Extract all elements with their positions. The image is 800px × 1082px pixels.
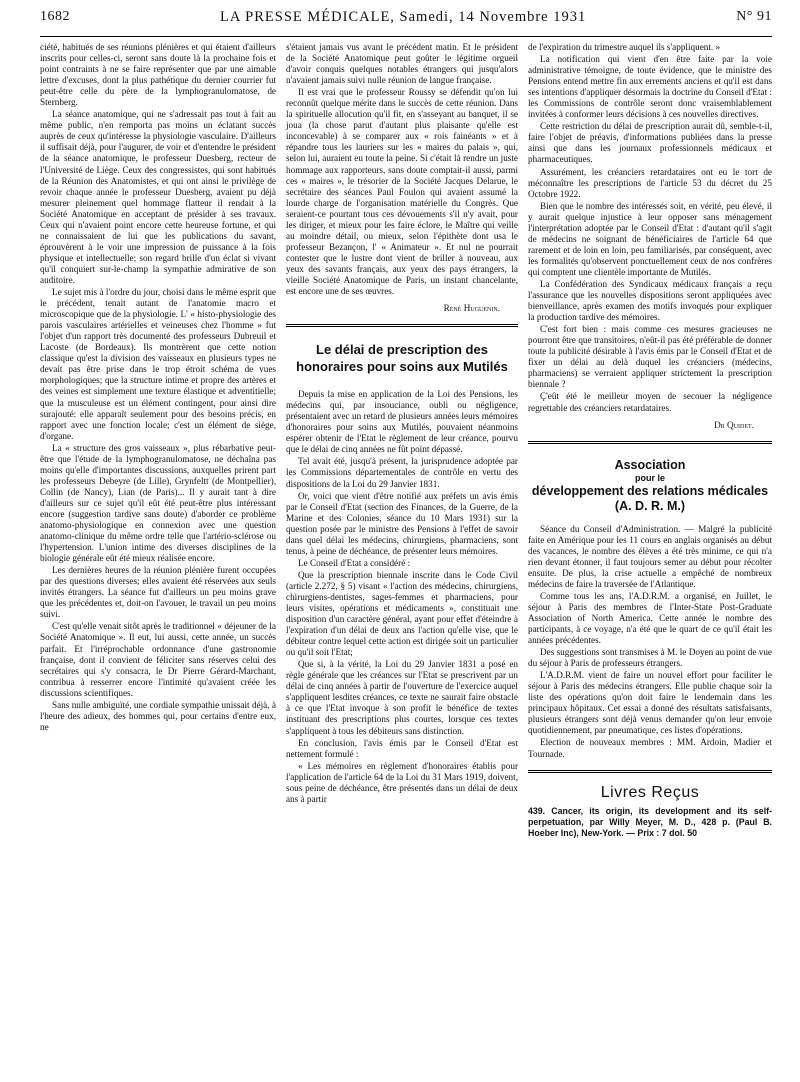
- paragraph: Il est vrai que le professeur Roussy se défendit qu'on lui reconnût quelque mérite dans le succès de cette réunion. Dans la spirituelle allocution qu'il fit, en s'asseyant au banquet, il se joua (la chose parut d'autant plus plaisante qu'elle est inconcevable) à se comparer aux « rois fainéants » et à répandre tous les lauriers sur les « maires du palais », qui, selon lui, auraient eu toute la peine. Si c'était là rendre un juste hommage aux rapporteurs, sans doute comptait-il aussi, parmi ces « maires », le trésorier de la Société Jacques Delarue, le secrétaire des séances Paul Foulon qui avaient assumé la lourde charge de l'organisation matérielle du Congrès. Que seraient-ce pourtant tous ces dévouements s'il n'y avait, pour les diriger, et mieux pour les faire éclore, le Maître qui veille au moindre détail, ou mieux, selon l'épithète dont usa le professeur Bezançon, l' « Animateur ». Et nul ne pourrait contester que le lustre dont vient de briller à nouveau, aux yeux des savants français, aux yeux des pays étrangers, la vieille Société Anatomique de Paris, un instant chancelante, est encore une de ses œuvres.: [286, 87, 518, 297]
- paragraph: Or, voici que vient d'être notifié aux préfets un avis émis par le Conseil d'Etat (section des Finances, de la Guerre, de la Marine et des Colonies, séance du 10 Mars 1931) sur la question posée par le ministre des Pensions à l'effet de savoir dans quel délai les médecins, chirurgiens, pharmaciens, sont tenus, à peine de déchéance, de présenter leurs mémoires.: [286, 490, 518, 556]
- journal-title: LA PRESSE MÉDICALE, Samedi, 14 Novembre 1931: [220, 8, 587, 25]
- paragraph: Le Conseil d'Etat a considéré :: [298, 557, 411, 568]
- paragraph: Ç'eût été le meilleur moyen de secouer la négligence regrettable des créanciers retardataires.: [528, 391, 772, 413]
- page-header: [40, 4, 772, 30]
- paragraph: Sans nulle ambiguïté, une cordiale sympathie unissait déjà, à l'heure des adieux, des hommes qui, pour certains d'entre eux, ne: [40, 699, 276, 732]
- paragraph: Depuis la mise en application de la Loi des Pensions, les médecins qui, par insouciance, oubli ou négligence, présentaient avec un retard de plusieurs années leurs mémoires d'honoraires pour soins aux Mutilés, pouvaient néanmoins espérer obtenir de l'Etat le règlement de leur créance, pourvu que le délai de cinq années ne fût point dépassé.: [286, 389, 518, 455]
- paragraph: Election de nouveaux membres : MM. Ardoin, Madier et Tournade.: [528, 737, 772, 759]
- paragraph: En conclusion, l'avis émis par le Conseil d'Etat est nettement formulé :: [286, 737, 518, 759]
- paragraph: L'A.D.R.M. vient de faire un nouvel effort pour faciliter le séjour à Paris des médecins étrangers. Elle publie chaque soir la liste des opérations qu'on doit faire le lendemain dans les principaux hôpitaux. Cet essai a donné des résultats satisfaisants, plusieurs étrangers sont déjà venus demander qu'on leur envoie quotidiennement, par pneumatique, ces listes d'opérations.: [528, 670, 772, 736]
- author-signature: René Huguenin.: [443, 303, 500, 314]
- paragraph: La notification qui vient d'en être faite par la voie administrative témoigne, de toute évidence, que le ministre des Pensions entend mettre fin aux errements anciens et qu'il est dans ses intentions d'appliquer désormais la doctrine du Conseil d'Etat : les Commissions de contrôle seront donc vraisemblablement invitées à conformer leurs décisions à ces nouvelles directives.: [528, 54, 772, 120]
- paragraph: La Confédération des Syndicaux médicaux français a reçu l'assurance que les nouvelles dispositions seront appliquées avec bienveillance, après examen des motifs invoqués pour expliquer la production tardive des mémoires.: [528, 278, 772, 323]
- paragraph: ciété, habitués de ses réunions plénières et qui étaient d'ailleurs inscrits pour celles-ci, seront sans doute là la prochaine fois et point contraints à ne se faire représenter que par une aimable lettre d'excuses, dont la plus pathétique du dernier courrier fut peut-être celle du père de la lymphogranulomatose, de Sternberg.: [40, 42, 276, 108]
- paragraph: Que la prescription biennale inscrite dans le Code Civil (article 2.272, § 5) visant « l'action des médecins, chirurgiens, chirurgiens-dentistes, sages-femmes et pharmaciens, pour leurs visites, opérations et médicaments », constituait une disposition d'un caractère général, ayant pour effet d'éteindre à l'expiration d'un délai de deux ans l'action qu'elle vise, que le débiteur contre lequel cette action est dirigée soit un particulier ou qu'il soit l'Etat;: [286, 569, 518, 658]
- article-title: Le délai de prescription des honoraires pour soins aux Mutilés: [296, 342, 508, 375]
- header-rule: [40, 36, 772, 37]
- column-2: [286, 42, 518, 805]
- page-number: 1682: [40, 9, 70, 24]
- association-title-line2: développement des relations médicales: [531, 483, 769, 498]
- section-divider: [286, 324, 518, 327]
- paragraph: Bien que le nombre des intéressés soit, en vérité, peu élevé, il y aurait quelque injustice à leur opposer sans ménagement l'interprétation adoptée par le Conseil d'Etat : d'autant qu'il s'agit de médecins ne soignant de bénéficiaires de l'article 64 que rarement et de loin en loin, peu familiarisés, par conséquent, avec les formalités qu'observent ponctuellement ceux de nos confrères qui comptent une clientèle importante de Mutilés.: [528, 200, 772, 277]
- paragraph: Les dernières heures de la réunion plénière furent occupées par des questions diverses; elles avaient été réservées aux seuls invités étrangers. La séance fut d'ailleurs un peu moins grave que les précédentes et, doit-on l'avouer, le travail un peu moins suivi.: [40, 565, 276, 620]
- paragraph: La « structure des gros vaisseaux », plus rébarbative peut-être que l'étude de la lymphogranulomatose, ne déchaîna pas moins qu'elle d'importantes discussions, auxquelles prirent part les professeurs Debeyre (de Lille), Grynfeltt (de Montpellier), Collin (de Nancy), Lian (de Paris)... Il y aurait tant à dire d'ailleurs sur ce sujet qu'il eût été peut-être plus intéressant encore (suggestion tardive sans doute) d'aborder ce problème anatomo-physiologique en connexion avec une question anatomo-clinique du même ordre telle que l'artério-sclérose ou l'hypertension. L'union intime des diverses disciplines de la biologie générale eût été mieux réalisée encore.: [40, 442, 276, 564]
- paragraph: La séance anatomique, qui ne s'adressait pas tout à fait au même public, n'en remporta pas moins un éclatant succès auprès de ceux qu'intéresse la physiologie vasculaire. D'ailleurs il suffisait déjà, pour l'augurer, de voir et d'entendre le président de la séance anatomique, le professeur Duesberg, recteur de l'Université de Liège. Ceux des congressistes, qui sont habitués de la Réunion des Anatomistes, et qui ont ainsi le privilège de revoir chaque année le professeur Duesberg, avaient pu déjà mesurer pleinement quel hommage flatteur il rendait à la Société Anatomique en acceptant de présider à ses travaux. Ceux qui n'avaient point encore cette heureuse fortune, et qui ne connaissaient de lui que les publications du savant, éprouvèrent à le voir une impression de puissance à la fois physique et intellectuelle; son regard brille d'un éclat si vivant qu'il conquiert sur-le-champ la sympathie admirative de son auditoire.: [40, 109, 276, 285]
- books-received-title: Livres Reçus: [600, 783, 700, 801]
- paragraph: Cette restriction du délai de prescription aurait dû, semble-t-il, faire l'objet de préavis, d'informations publiées dans la presse ainsi que dans les journaux professionnels médicaux et pharmaceutiques.: [528, 121, 772, 165]
- association-title-line3: (A. D. R. M.): [614, 498, 686, 513]
- paragraph: C'est qu'elle venait sitôt après le traditionnel « déjeuner de la Société Anatomique ». Il eut, lui aussi, cette année, un succès parfait. Et l'irréprochable ordonnance d'une gastronomie française, dont il convient de féliciter sans réserves celui des secrétaires qui s'y consacra, le Dr Pierre Gérard-Marchant, contribua à resserrer encore l'intimité qu'avaient créée les discussions scientifiques.: [40, 621, 276, 698]
- association-title-line1: Association: [614, 457, 686, 472]
- association-title-small: pour le: [634, 472, 665, 483]
- paragraph: Le sujet mis à l'ordre du jour, choisi dans le même esprit que le précédent, tenait autant de l'anatomie macro et microscopique que de la physiologie. L' « histo-physiologie des parois vasculaires artérielles et veineuses chez l'homme » fut l'objet d'un rapport très documenté des professeurs Dubreuil et Lacoste (de Bordeaux). Ils montrèrent que cette notion classique qu'est la division des vaisseaux en plusieurs types ne devait pas être prise dans le trop étroit schéma de vues morphologiques; que la structure intime et propre des artères et des veines est simplement une texture élastique et adventitielle; que la musculeuse est un élément contingent, pour ainsi dire surajouté: elle apparaît seulement pour des besoins précis, en rapport avec une fonction locale; c'est un élément de siège, d'organe.: [40, 287, 276, 441]
- paragraph: Que si, à la vérité, la Loi du 29 Janvier 1831 a posé en règle générale que les créances sur l'Etat se prescrivent par un délai de cinq années à partir de l'ouverture de l'exercice auquel s'appliquent lesdites créances, ce texte ne saurait faire obstacle à ce que l'Etat invoque à son profit le bénéfice de textes instituant des prescriptions plus courtes, lorsque ces textes s'appliquent à tous les débiteurs sans distinction.: [286, 659, 518, 736]
- paragraph: Tel avait été, jusqu'à présent, la jurisprudence adoptée par les Commissions départementales de contrôle en vertu des dispositions de la Loi du 29 Janvier 1831.: [286, 456, 518, 489]
- issue-number: N° 91: [736, 9, 772, 24]
- paragraph: Comme tous les ans, l'A.D.R.M. a organisé, en Juillet, le séjour à Paris des membres de l'Inter-State Post-Graduate Association of North America. Cette année le nombre des participants, à ce voyage, n'a été que le quart de ce qu'il était les années précédentes.: [528, 590, 772, 646]
- paragraph: Assurément, les créanciers retardataires ont eu le tort de méconnaître les prescriptions de l'article 53 du décret du 25 Octobre 1922.: [528, 166, 772, 199]
- column-1: [40, 42, 276, 733]
- column-3: [528, 42, 772, 839]
- paragraph: Des suggestions sont transmises à M. le Doyen au point de vue du séjour à Paris de professeurs étrangers.: [528, 647, 772, 669]
- section-divider: [528, 441, 772, 444]
- association-title: [528, 458, 772, 514]
- paragraph: C'est fort bien : mais comme ces mesures gracieuses ne pourront être que transitoires, n'eût-il pas été préférable de donner toute la publicité désirable à l'avis émis par le Conseil d'Etat et de fixer un délai au delà duquel les créanciers (médecins, pharmaciens) se verraient appliquer strictement la prescription biennale ?: [528, 324, 772, 390]
- paragraph: « Les mémoires en règlement d'honoraires établis pour l'application de l'article 64 de la Loi du 31 Mars 1919, doivent, sous peine de déchéance, être présentés dans un délai de deux ans à partir: [286, 760, 518, 804]
- book-entry: 439. Cancer, its origin, its development and its self-perpetuation, par Willy Meyer, M. D., 428 p. (Paul B. Hoeber Inc), New-York. — Prix : 7 dol. 50: [528, 805, 772, 838]
- paragraph: Séance du Conseil d'Administration. — Malgré la publicité faite en Amérique pour les 11 cours en anglais organisés au début des vacances, le nombre des élèves a été très minime, ce qui n'a rien devant étonner, il faut toujours semer au début pour récolter ensuite. De plus, la crise actuelle a empêché de nombreux médecins de faire la traversée de l'Atlantique.: [528, 523, 772, 589]
- paragraph: de l'expiration du trimestre auquel ils s'appliquent. »: [528, 42, 721, 52]
- author-signature: Dr Quidet.: [714, 419, 754, 430]
- paragraph: s'étaient jamais vus avant le précédent matin. Et le président de la Société Anatomique peut goûter le légitime orgueil d'avoir conquis quelques notables étrangers qui jusqu'alors n'avaient jamais suivi nulle réunion de langue française.: [286, 42, 518, 86]
- section-divider: [528, 770, 772, 773]
